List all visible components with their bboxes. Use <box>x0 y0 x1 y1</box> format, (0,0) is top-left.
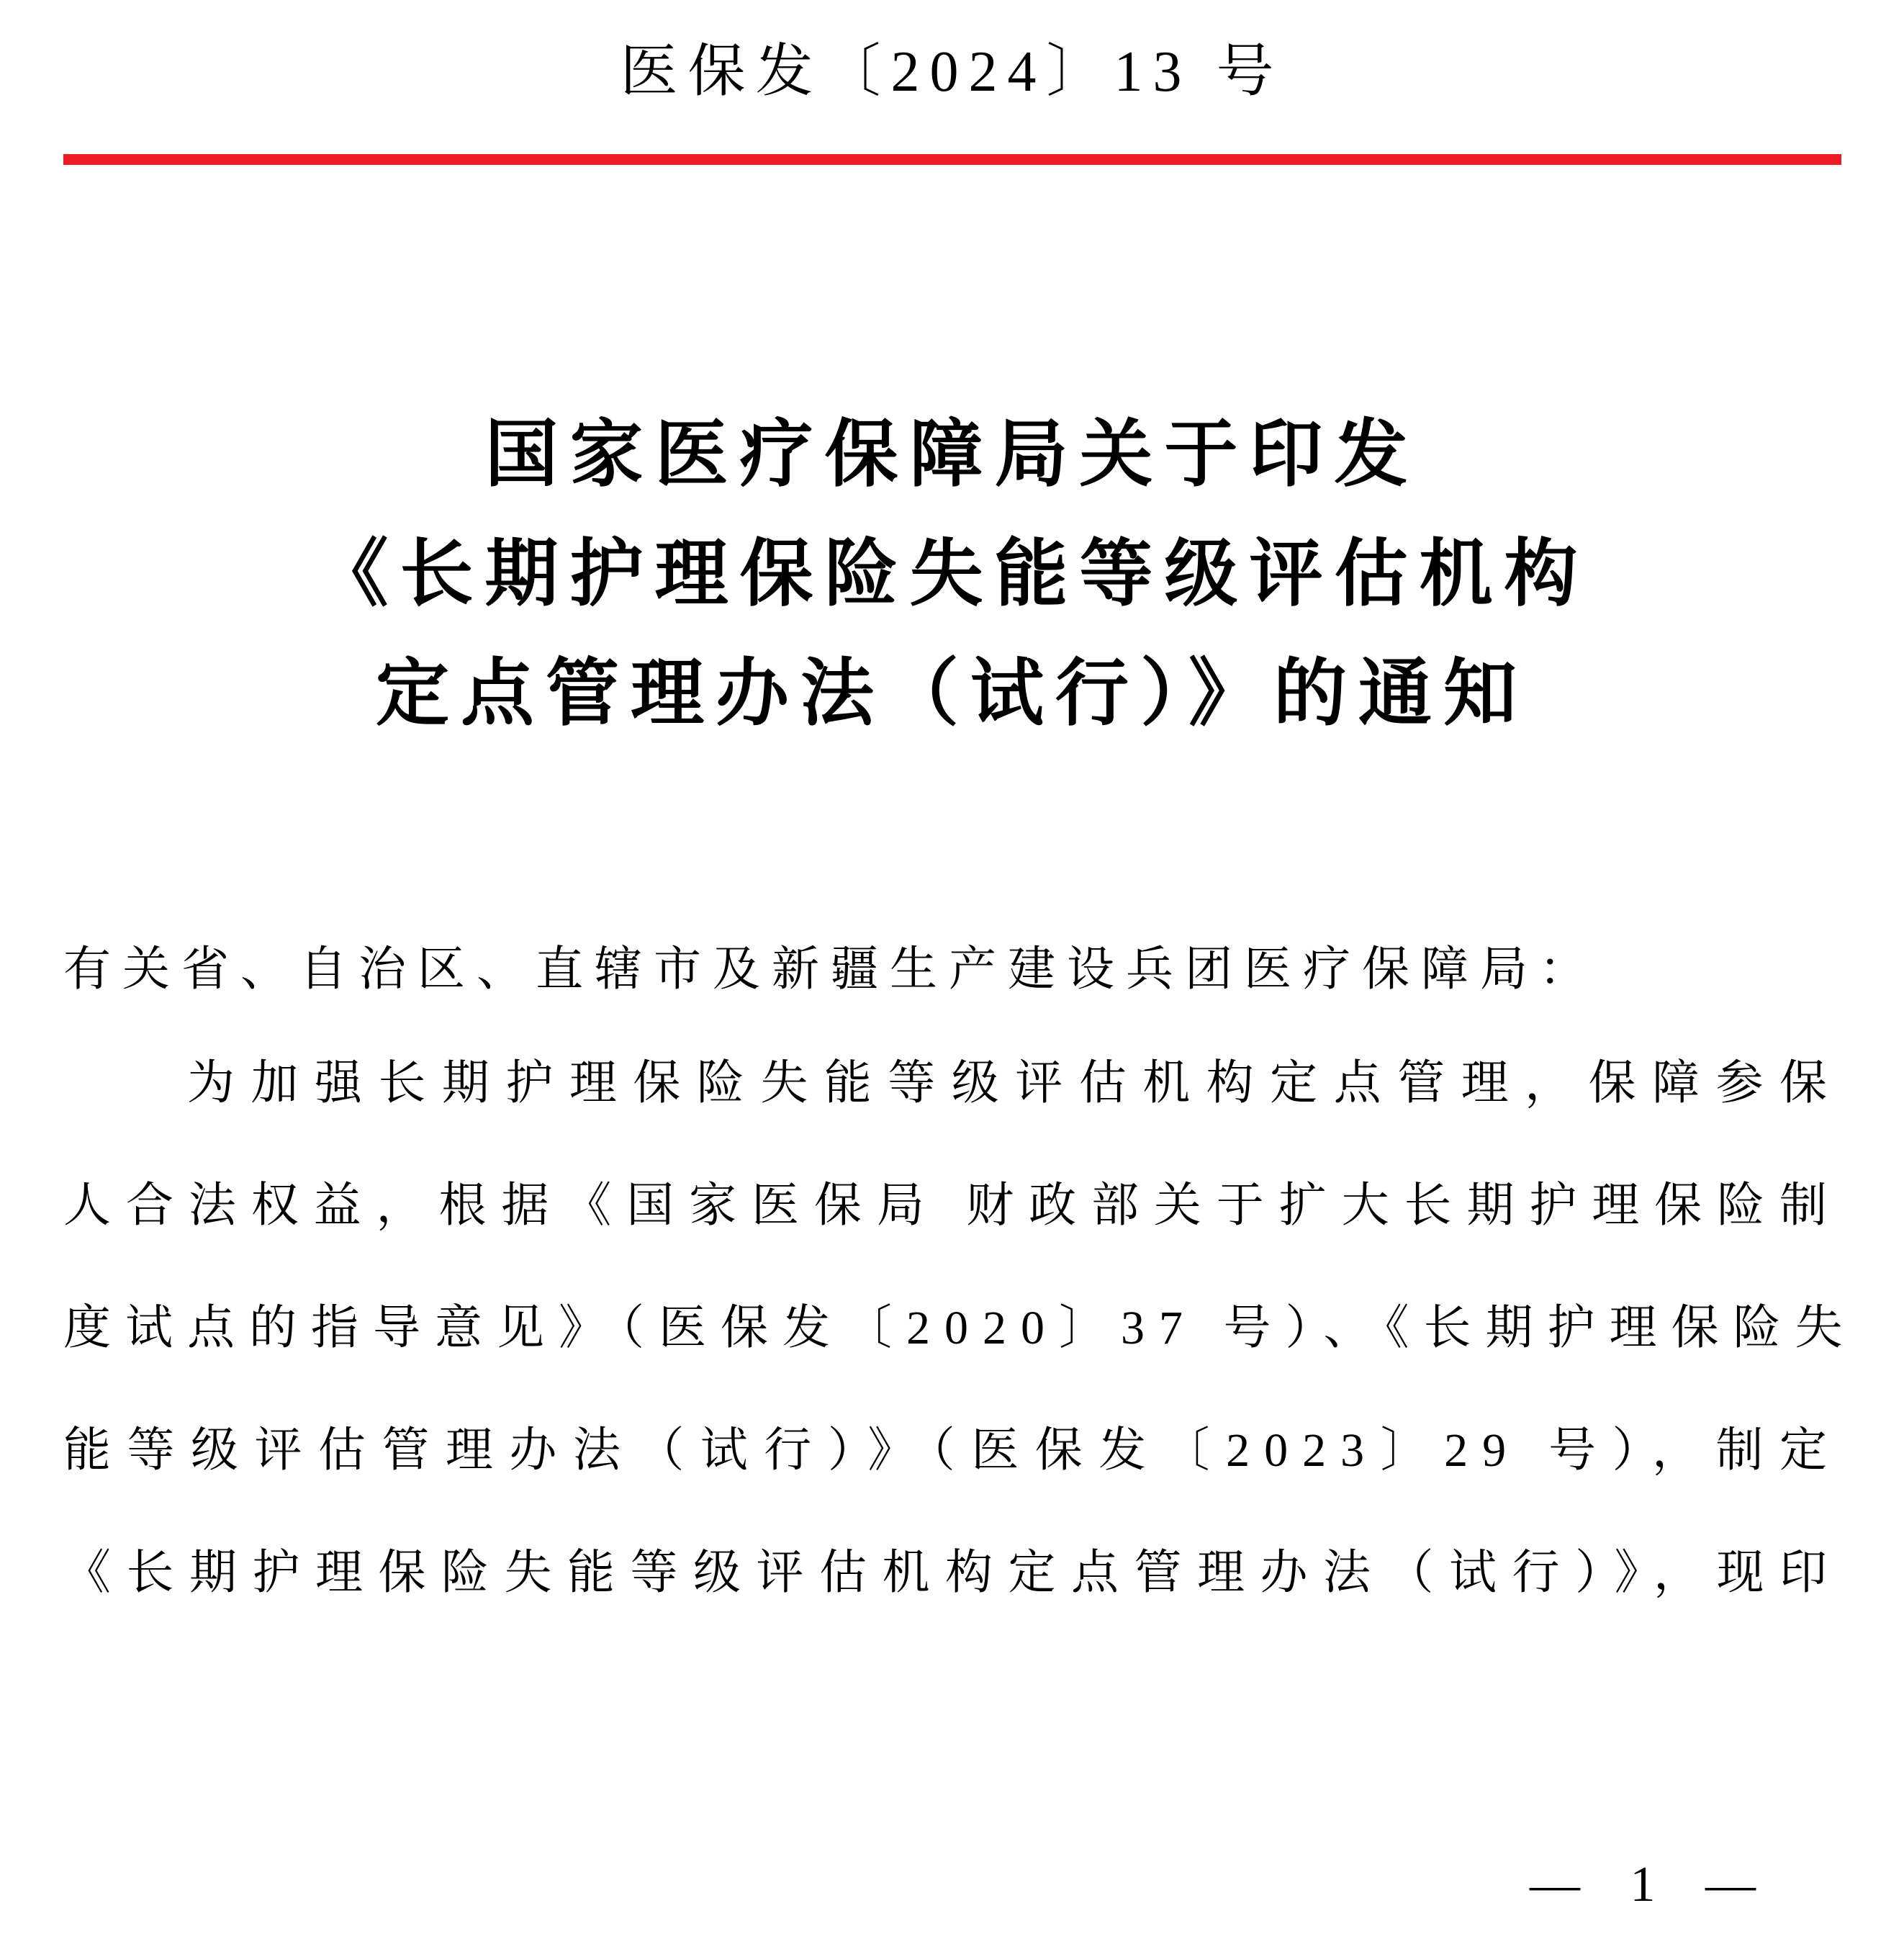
paragraph-line-1: 为加强长期护理保险失能等级评估机构定点管理，保障参保 <box>187 1057 1841 1110</box>
paragraph-line-5: 《长期护理保险失能等级评估机构定点管理办法（试行）》，现印 <box>63 1547 1841 1599</box>
red-divider-line <box>63 154 1841 165</box>
title-line-2: 《长期护理保险失能等级评估机构 <box>315 534 1589 616</box>
salutation-line: 有关省、自治区、直辖市及新疆生产建设兵团医疗保障局： <box>63 943 1598 996</box>
body-paragraph <box>63 1022 1857 1634</box>
document-number: 医保发〔2024〕13 号 <box>620 40 1284 104</box>
paragraph-line-3: 度试点的指导意见》（医保发〔2020〕37 号）、《长期护理保险失 <box>63 1302 1857 1354</box>
title-line-3: 定点管理办法（试行）》的通知 <box>376 654 1528 735</box>
title-line-1: 国家医疗保障局关于印发 <box>484 415 1420 496</box>
document-title <box>0 396 1904 755</box>
page-number: — 1 — <box>1530 1857 1774 1912</box>
paragraph-line-4: 能等级评估管理办法（试行）》（医保发〔2023〕29 号），制定 <box>63 1424 1841 1477</box>
paragraph-line-2: 人合法权益，根据《国家医保局 财政部关于扩大长期护理保险制 <box>63 1179 1841 1232</box>
